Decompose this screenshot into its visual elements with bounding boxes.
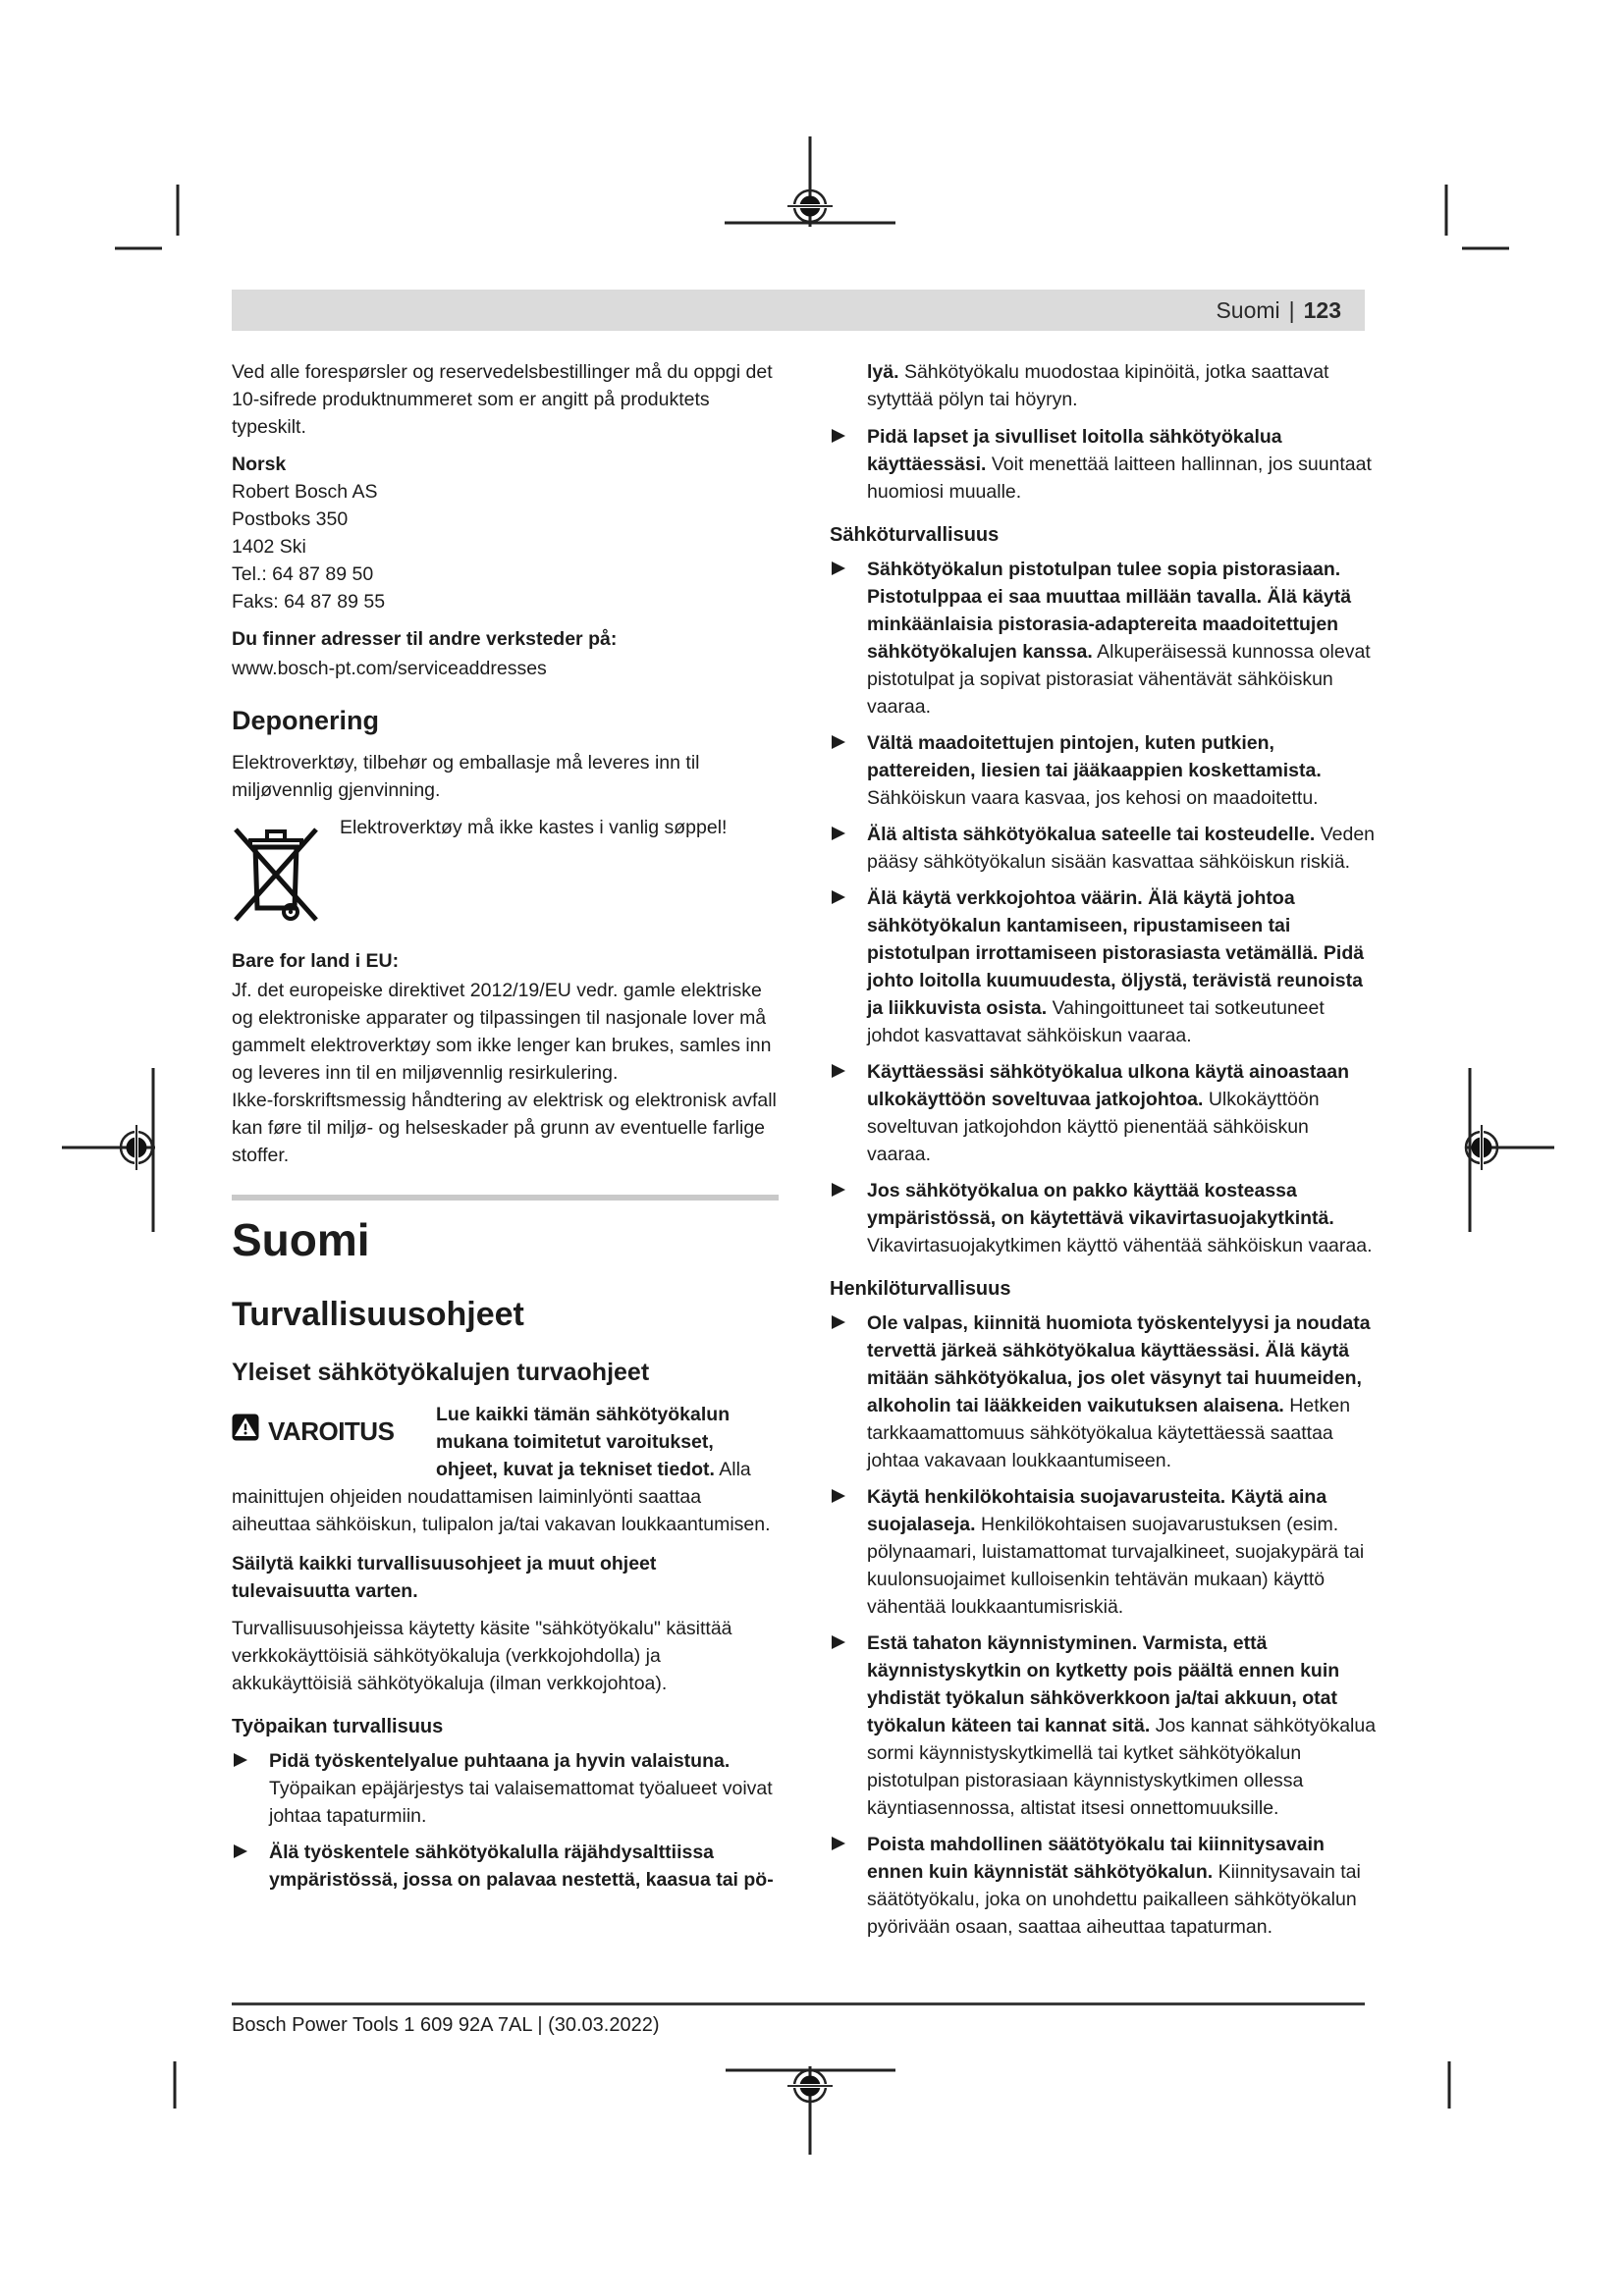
general-bullet-list <box>830 423 1377 506</box>
safety-bullet-item <box>830 1058 1377 1168</box>
address-line: Tel.: 64 87 89 50 <box>232 563 374 585</box>
safety-bullet-item <box>830 1629 1377 1822</box>
bullet-bold-text: Vältä maadoitettujen pintojen, kuten putkien, pattereiden, liesien tai jääkaappien koskettamista. <box>867 732 1322 781</box>
bullet-triangle-icon <box>832 890 845 904</box>
bullet-rest-text: Sähköiskun vaara kasvaa, jos kehosi on maadoitettu. <box>867 787 1319 809</box>
bullet-bold-text: Poista mahdollinen säätötyökalu tai kiinnitysavain ennen kuin käynnistät sähkötyökalun. <box>867 1834 1325 1883</box>
workplace-safety-heading: Työpaikan turvallisuus <box>232 1716 444 1737</box>
bullet-triangle-icon <box>832 1183 845 1197</box>
eu-directive-paragraph: Jf. det europeiske direktivet 2012/19/EU vedr. gamle elektriske og elektroniske apparater og tilpassingen til nasjonale lover må gammelt elektroverktøy som ikke lenger kan brukes, samles inn og leveres inn til en miljøvennlig resirkulering. <box>232 980 772 1084</box>
address-line: 1402 Ski <box>232 536 306 558</box>
bullet-triangle-icon <box>832 827 845 840</box>
safety-bullet-item <box>830 556 1377 721</box>
warning-bold-text: Lue kaikki tämän sähkötyökalun mukana toimitetut varoitukset, ohjeet, kuvat ja tekniset tiedot. <box>436 1404 731 1480</box>
safety-bullet-item <box>830 423 1377 506</box>
continuation-bold-text: lyä. <box>867 361 899 383</box>
footer-imprint-text: Bosch Power Tools 1 609 92A 7AL | (30.03.2022) <box>232 2014 660 2036</box>
electrical-bullet-list <box>830 556 1377 1259</box>
bullet-triangle-icon <box>832 429 845 443</box>
bullet-rest-text: Jos kannat sähkötyökalua sormi käynnistyskytkimellä tai kytket sähkötyökalun pistotulpan pistorasiaan käynnistyskytkimen ollessa käyntiasennossa, altistat itsesi onnettomuuksille. <box>867 1715 1377 1819</box>
bullet-rest-text: Työpaikan epäjärjestys tai valaisemattomat työalueet voivat johtaa tapaturmiin. <box>269 1778 773 1827</box>
bullet-rest-text: Kiinnitysavain tai säätötyökalu, joka on unohdettu paikalleen sähkötyökalun pyörivään osaan, saattaa aiheuttaa tapaturman. <box>867 1861 1361 1938</box>
workplace-bullet-list <box>232 1747 779 1894</box>
service-addresses-url: www.bosch-pt.com/serviceaddresses <box>232 658 547 679</box>
header-separator: | <box>1288 296 1295 323</box>
intro-paragraph: Ved alle forespørsler og reservedelsbestillinger må du oppgi det 10-sifrede produktnummeret som er angitt på produktets typeskilt. <box>232 361 773 438</box>
keep-instructions-note: Säilytä kaikki turvallisuusohjeet ja muut ohjeet tulevaisuutta varten. <box>232 1553 657 1602</box>
bullet-rest-text: Vahingoittuneet tai sotkeutuneet johdot kasvattavat sähköiskun vaaraa. <box>867 997 1325 1046</box>
language-section-divider <box>232 1195 779 1201</box>
bullet-bold-text: Sähkötyökalun pistotulpan tulee sopia pistorasiaan. Pistotulppaa ei saa muuttaa millään tavalla. Älä käytä minkäänlaisia pistorasia-adaptereita maadoitettujen sähkötyökalujen kanssa. <box>867 559 1352 663</box>
safety-instructions-title: Turvallisuusohjeet <box>232 1296 524 1333</box>
safety-bullet-item <box>232 1839 779 1894</box>
bullet-triangle-icon <box>832 1837 845 1850</box>
weee-note-text: Elektroverktøy må ikke kastes i vanlig søppel! <box>340 817 728 838</box>
bullet-bold-text: Älä altista sähkötyökalua sateelle tai kosteudelle. <box>867 824 1316 845</box>
bullet-rest-text: Hetken tarkkaamattomuus sähkötyökalua käytettäessä saattaa johtaa vakavaan loukkaantumiseen. <box>867 1395 1351 1471</box>
deponering-body: Elektroverktøy, tilbehør og emballasje må leveres inn til miljøvennlig gjenvinning. <box>232 752 700 801</box>
bullet-triangle-icon <box>832 561 845 575</box>
bullet-bold-text: Käytä henkilökohtaisia suojavarusteita. Käytä aina suojalaseja. <box>867 1486 1327 1535</box>
bullet-bold-text: Pidä työskentelyalue puhtaana ja hyvin valaistuna. <box>269 1750 731 1772</box>
warning-label: VAROITUS <box>268 1416 395 1446</box>
bullet-triangle-icon <box>832 1635 845 1649</box>
bullet-rest-text: Voit menettää laitteen hallinnan, jos suuntaat huomiosi muualle. <box>867 454 1372 503</box>
bullet-bold-text: Jos sähkötyökalua on pakko käyttää kosteassa ympäristössä, on käytettävä vikavirtasuojakytkintä. <box>867 1180 1334 1229</box>
bullet-triangle-icon <box>832 1064 845 1078</box>
bullet-rest-text: Alkuperäisessä kunnossa olevat pistotulpat ja sopivat pistorasiat vähentävät sähköiskun vaaraa. <box>867 641 1371 718</box>
left-column <box>232 358 779 1902</box>
general-safety-subtitle: Yleiset sähkötyökalujen turvaohjeet <box>232 1359 650 1386</box>
safety-bullet-item <box>830 1831 1377 1941</box>
bullet-rest-text: Veden pääsy sähkötyökalun sisään kasvattaa sähköiskun riskiä. <box>867 824 1376 873</box>
warning-triangle-icon <box>232 1414 259 1449</box>
address-line: Faks: 64 87 89 55 <box>232 591 386 613</box>
electrical-safety-heading: Sähköturvallisuus <box>830 524 1000 546</box>
safety-bullet-item <box>830 884 1377 1049</box>
address-line: Postboks 350 <box>232 508 349 530</box>
page-footer <box>232 2002 1365 2037</box>
header-page-number: 123 <box>1303 296 1341 323</box>
address-line: Robert Bosch AS <box>232 481 378 503</box>
personal-bullet-list <box>830 1309 1377 1941</box>
bullet-bold-text: Ole valpas, kiinnitä huomiota työskentelyysi ja noudata tervettä järkeä sähkötyökalua käyttäessäsi. Älä käytä mitään sähkötyökalua, jos olet väsynyt tai huumeiden, alkoholin tai lääkkeiden vaikutuksen alaisena. <box>867 1312 1371 1416</box>
language-title: Suomi <box>232 1214 370 1265</box>
header-section-label: Suomi <box>1216 296 1280 323</box>
bullet-bold-text: Käyttäessäsi sähkötyökalua ulkona käytä ainoastaan ulkokäyttöön soveltuvaa jatkojohtoa. <box>867 1061 1349 1110</box>
bullet-triangle-icon <box>234 1753 247 1767</box>
bullet-rest-text: Vikavirtasuojakytkimen käyttö vähentää sähköiskun vaaraa. <box>867 1235 1373 1256</box>
norsk-address-block <box>232 451 779 615</box>
continuation-paragraph <box>830 358 1377 413</box>
bullet-bold-text: Pidä lapset ja sivulliset loitolla sähkötyökalua käyttäessäsi. <box>867 426 1282 475</box>
warning-box <box>232 1403 424 1460</box>
eu-only-heading: Bare for land i EU: <box>232 950 400 972</box>
bullet-rest-text: Ulkokäyttöön soveltuvan jatkojohdon käyttö pienentää sähköiskun vaaraa. <box>867 1089 1320 1165</box>
bullet-bold-text: Estä tahaton käynnistyminen. Varmista, että käynnistyskytkin on kytketty pois päältä ennen kuin yhdistät työkalun sähköverkkoon ja/tai akkuun, otat työkalun käteen tai kannat sitä. <box>867 1632 1340 1736</box>
bullet-rest-text: Henkilökohtaisen suojavarustuksen (esim. pölynaamari, luistamattomat turvajalkineet, suojakypärä tai kuulonsuojaimet kulloisenkin tehtävän mukaan) käyttö vähentää loukkaantumisriskiä. <box>867 1514 1365 1618</box>
weee-note-row <box>232 814 779 932</box>
eu-hazard-paragraph: Ikke-forskriftsmessig håndtering av elektrisk og elektronisk avfall kan føre til miljø- og helseskader på grunn av eventuelle farlige stoffer. <box>232 1090 777 1166</box>
bullet-triangle-icon <box>832 1489 845 1503</box>
bullet-bold-text: Älä käytä verkkojohtoa väärin. Älä käytä johtoa sähkötyökalun kantamiseen, ripustamiseen tai pistotulpan irrottamiseen pistorasiasta vetämällä. Pidä johto loitolla kuumuudesta, öljystä, terävistä reunoista ja liikkuvista osista. <box>867 887 1365 1019</box>
safety-bullet-item <box>232 1747 779 1830</box>
page-header-bar <box>232 290 1365 331</box>
power-tool-term-note: Turvallisuusohjeissa käytetty käsite "sähkötyökalu" käsittää verkkokäyttöisiä sähkötyökaluja (verkkojohdolla) ja akkukäyttöisiä sähkötyökaluja (ilman verkkojohtoa). <box>232 1618 732 1694</box>
norsk-heading: Norsk <box>232 454 287 475</box>
safety-bullet-item <box>830 821 1377 876</box>
bullet-triangle-icon <box>832 735 845 749</box>
safety-bullet-item <box>830 1309 1377 1474</box>
warning-rest-text: Alla mainittujen ohjeiden noudattamisen laiminlyönti saattaa aiheuttaa sähköiskun, tulipalon ja/tai vakavan loukkaantumisen. <box>232 1459 771 1535</box>
bullet-bold-text: Älä työskentele sähkötyökalulla räjähdysalttiissa ympäristössä, jossa on palavaa nestettä, kaasua tai pö- <box>269 1842 774 1891</box>
bullet-triangle-icon <box>234 1844 247 1858</box>
warning-paragraph <box>232 1401 779 1538</box>
safety-bullet-item <box>830 1177 1377 1259</box>
safety-bullet-item <box>830 1483 1377 1621</box>
personal-safety-heading: Henkilöturvallisuus <box>830 1278 1011 1300</box>
deponering-title: Deponering <box>232 706 380 735</box>
crossed-out-wheeled-bin-icon <box>232 814 320 932</box>
bullet-triangle-icon <box>832 1315 845 1329</box>
safety-bullet-item <box>830 729 1377 812</box>
continuation-rest-text: Sähkötyökalu muodostaa kipinöitä, jotka saattavat sytyttää pölyn tai höyryn. <box>867 361 1329 410</box>
right-column <box>830 358 1377 1949</box>
service-addresses-heading: Du finner adresser til andre verksteder på: <box>232 628 618 650</box>
